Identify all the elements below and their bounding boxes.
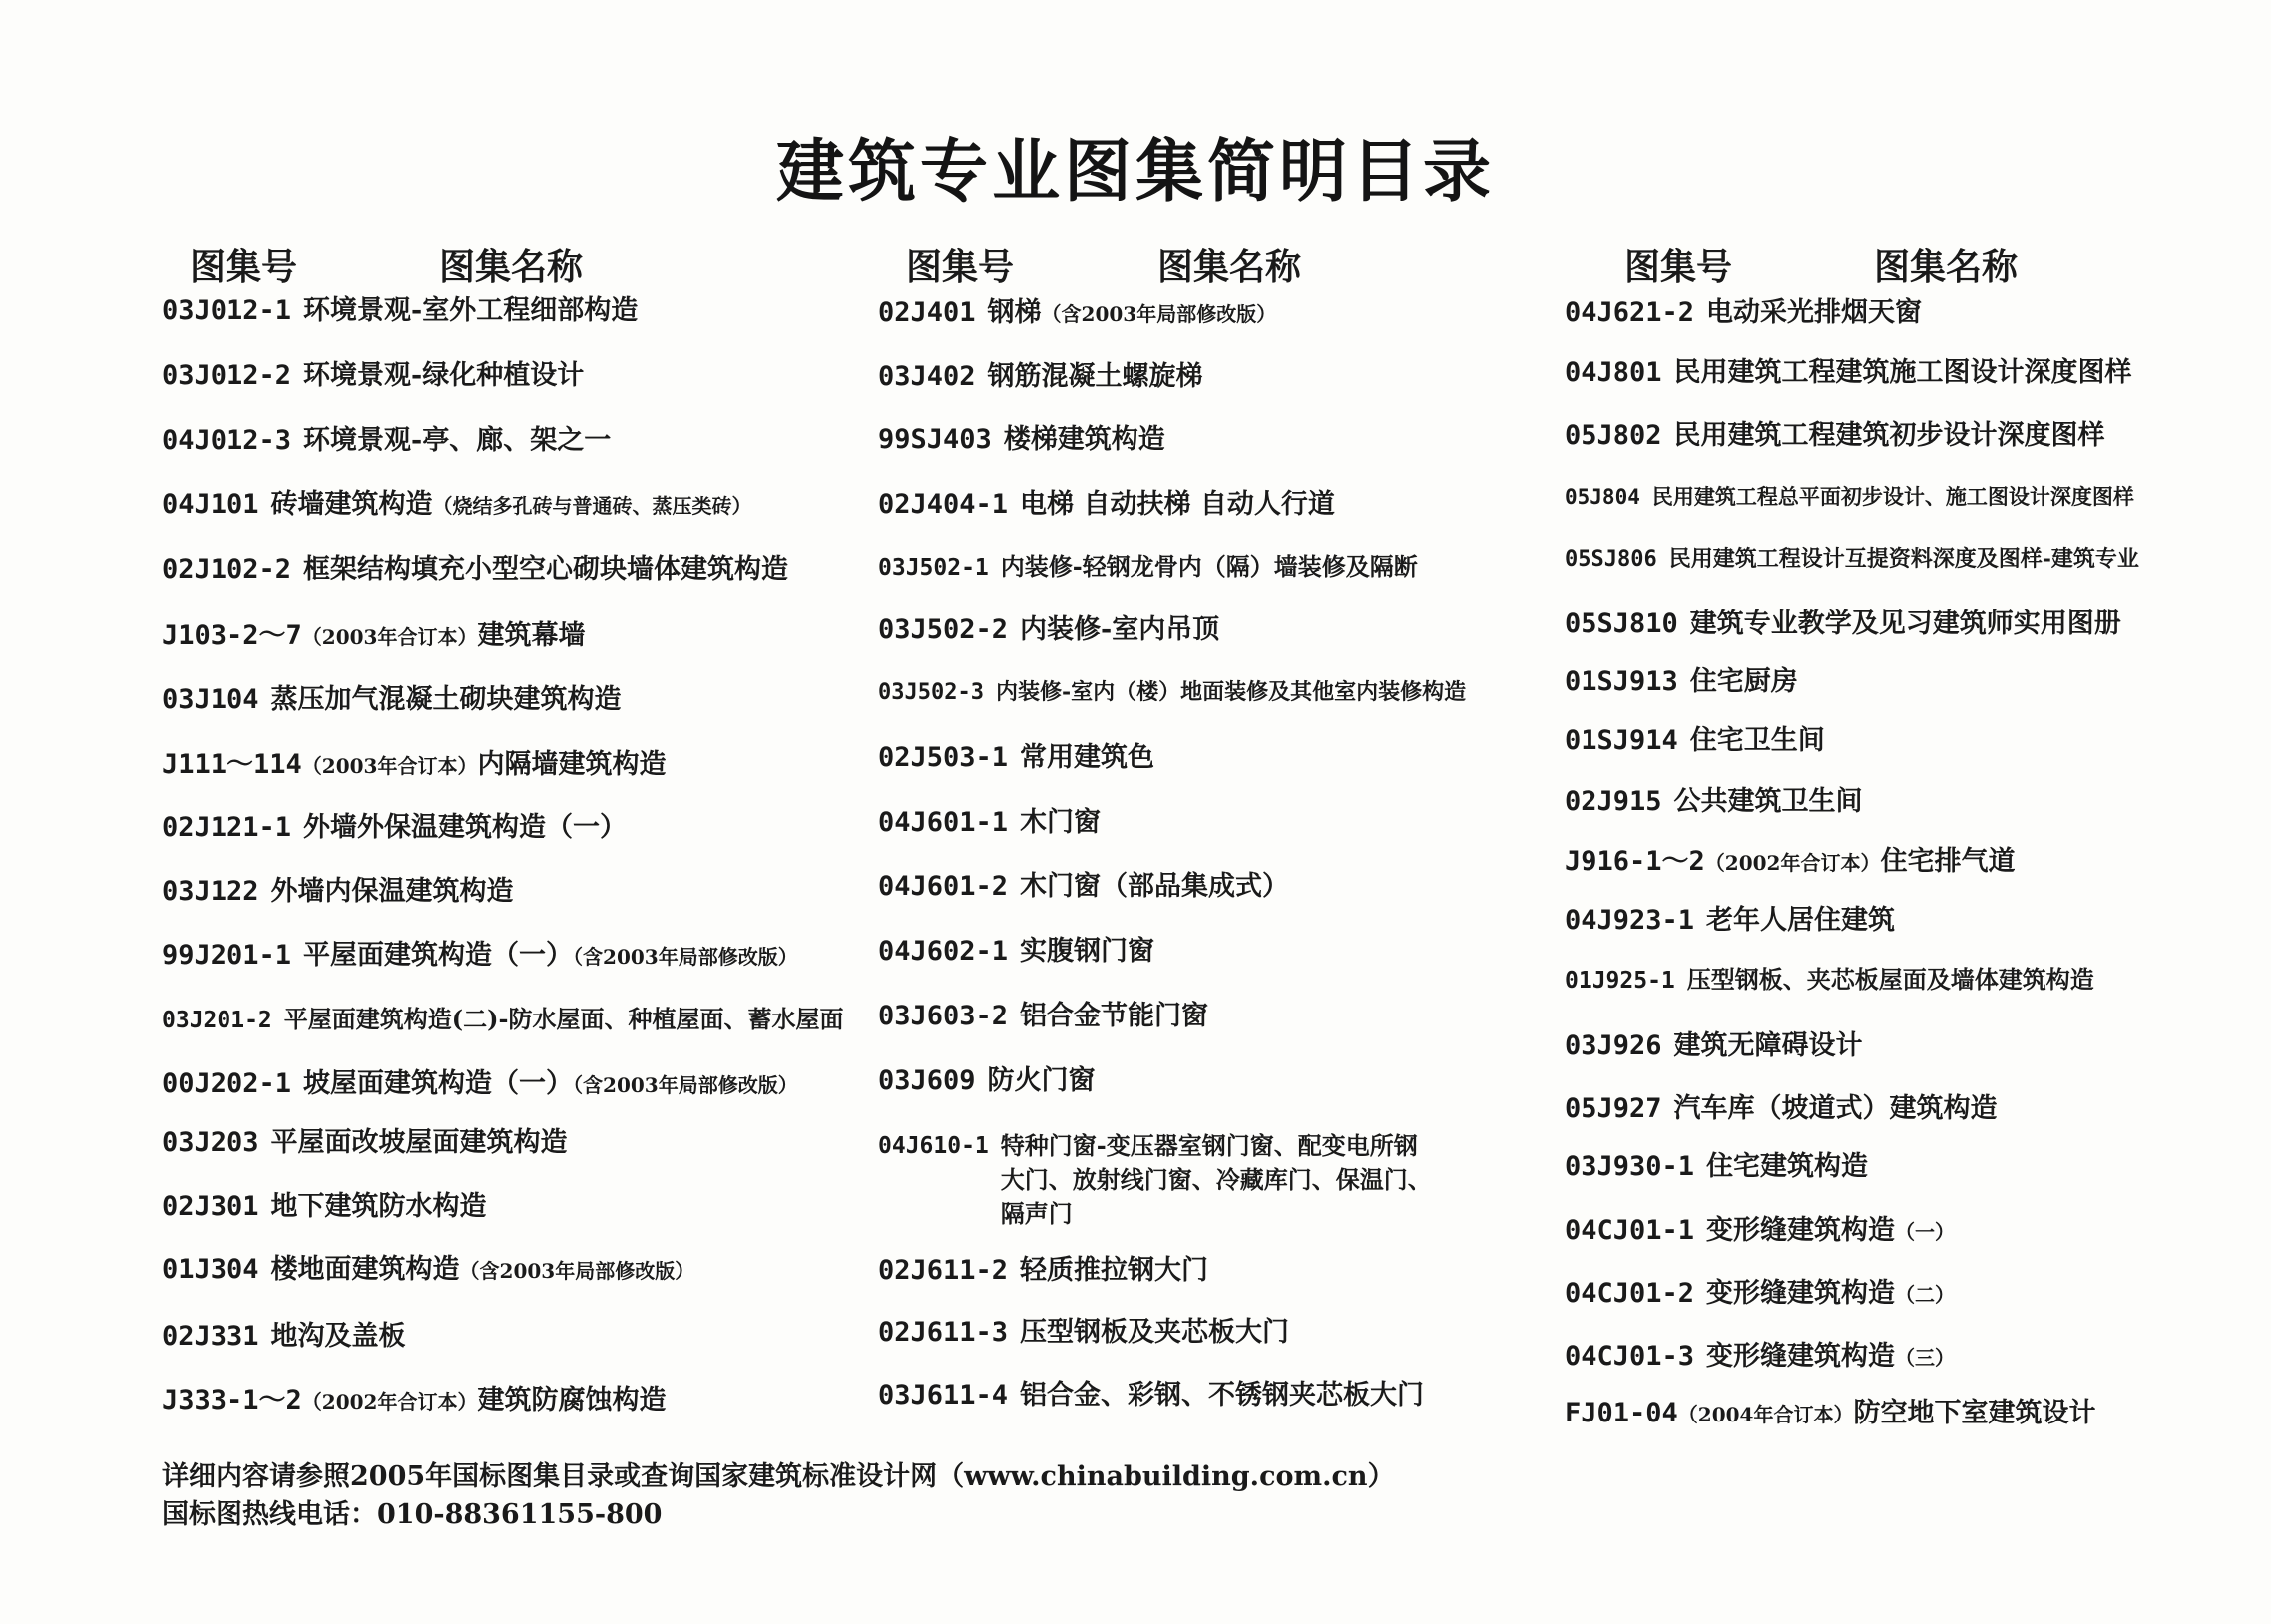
list-item: 01SJ913 住宅厨房 bbox=[1565, 666, 1798, 697]
header-code: 图集号 bbox=[1624, 246, 1733, 288]
list-item: 04J801 民用建筑工程建筑施工图设计深度图样 bbox=[1565, 357, 2132, 388]
list-item: 02J102-2 框架结构填充小型空心砌块墙体建筑构造 bbox=[162, 554, 789, 585]
header-code: 图集号 bbox=[190, 246, 298, 288]
list-item: J103-2～7（2003年合订本）建筑幕墙 bbox=[162, 620, 586, 651]
list-item: 03J012-2 环境景观-绿化种植设计 bbox=[162, 360, 585, 391]
list-item: 04CJ01-1 变形缝建筑构造（一） bbox=[1565, 1215, 1956, 1246]
list-item: 01J304 楼地面建筑构造（含2003年局部修改版） bbox=[162, 1254, 695, 1285]
page-title: 建筑专业图集简明目录 bbox=[775, 132, 1495, 211]
list-item: 02J121-1 外墙外保温建筑构造（一） bbox=[162, 812, 628, 843]
list-item: 03J201-2 平屋面建筑构造(二)-防水屋面、种植屋面、蓄水屋面 bbox=[162, 1005, 844, 1033]
list-item: 03J611-4 铝合金、彩钢、不锈钢夹芯板大门 bbox=[878, 1380, 1425, 1411]
list-item: 03J122 外墙内保温建筑构造 bbox=[162, 876, 514, 907]
list-item: 03J012-1 环境景观-室外工程细部构造 bbox=[162, 295, 639, 326]
list-item: 02J331 地沟及盖板 bbox=[162, 1321, 406, 1352]
list-item: 02J404-1 电梯 自动扶梯 自动人行道 bbox=[878, 489, 1335, 520]
list-item: 03J104 蒸压加气混凝土砌块建筑构造 bbox=[162, 684, 622, 715]
list-item: 03J203 平屋面改坡屋面建筑构造 bbox=[162, 1127, 568, 1158]
list-item: 02J401 钢梯（含2003年局部修改版） bbox=[878, 297, 1277, 328]
list-item: 05SJ806 民用建筑工程设计互提资料深度及图样-建筑专业 bbox=[1565, 546, 2139, 572]
list-item: 03J926 建筑无障碍设计 bbox=[1565, 1030, 1863, 1061]
list-item: 99SJ403 楼梯建筑构造 bbox=[878, 424, 1165, 455]
list-item: 03J502-1 内装修-轻钢龙骨内（隔）墙装修及隔断 bbox=[878, 552, 1418, 581]
list-item: 04CJ01-3 变形缝建筑构造（三） bbox=[1565, 1341, 1956, 1372]
header-name: 图集名称 bbox=[1157, 246, 1302, 288]
list-item: 01SJ914 住宅卫生间 bbox=[1565, 725, 1825, 756]
list-item: J333-1～2（2002年合订本）建筑防腐蚀构造 bbox=[162, 1385, 667, 1416]
list-item: 05J802 民用建筑工程建筑初步设计深度图样 bbox=[1565, 420, 2105, 451]
header-name: 图集名称 bbox=[1874, 246, 2019, 288]
list-item: 04J101 砖墙建筑构造（烧结多孔砖与普通砖、蒸压类砖） bbox=[162, 489, 752, 520]
footer-reference: 详细内容请参照2005年国标图集目录或查询国家建筑标准设计网（www.chinabuilding.com.cn） bbox=[162, 1461, 1395, 1492]
list-item: 04J601-2 木门窗（部品集成式） bbox=[878, 871, 1290, 902]
list-item: 05J927 汽车库（坡道式）建筑构造 bbox=[1565, 1093, 1998, 1124]
list-item: 04J610-1 特种门窗-变压器室钢门窗、配变电所钢 大门、放射线门窗、冷藏库门、保温门、 隔声门 bbox=[878, 1131, 1432, 1228]
list-item: 04J012-3 环境景观-亭、廊、架之一 bbox=[162, 425, 612, 456]
list-item: 04J601-1 木门窗 bbox=[878, 807, 1102, 838]
list-item: 02J611-3 压型钢板及夹芯板大门 bbox=[878, 1317, 1290, 1348]
list-item: 05SJ810 建筑专业教学及见习建筑师实用图册 bbox=[1565, 609, 2121, 639]
list-item: 02J503-1 常用建筑色 bbox=[878, 742, 1155, 773]
list-item: 99J201-1 平屋面建筑构造（一）（含2003年局部修改版） bbox=[162, 940, 798, 971]
list-item: 03J930-1 住宅建筑构造 bbox=[1565, 1151, 1869, 1182]
list-item: 04J602-1 实腹钢门窗 bbox=[878, 936, 1155, 967]
list-item: 03J502-2 内装修-室内吊顶 bbox=[878, 614, 1220, 645]
list-item: J916-1～2（2002年合订本）住宅排气道 bbox=[1565, 846, 2016, 877]
header-code: 图集号 bbox=[906, 246, 1015, 288]
list-item: 03J402 钢筋混凝土螺旋梯 bbox=[878, 361, 1203, 392]
footer-hotline: 国标图热线电话：010-88361155-800 bbox=[162, 1499, 663, 1530]
list-item: 02J611-2 轻质推拉钢大门 bbox=[878, 1255, 1209, 1286]
list-item: FJ01-04（2004年合订本）防空地下室建筑设计 bbox=[1565, 1398, 2096, 1428]
list-item: 05J804 民用建筑工程总平面初步设计、施工图设计深度图样 bbox=[1565, 484, 2134, 509]
list-item: 04J621-2 电动采光排烟天窗 bbox=[1565, 297, 1923, 328]
list-item: 03J609 防火门窗 bbox=[878, 1065, 1096, 1096]
list-item: 03J502-3 内装修-室内（楼）地面装修及其他室内装修构造 bbox=[878, 679, 1467, 705]
list-item: 04J923-1 老年人居住建筑 bbox=[1565, 905, 1896, 936]
list-item: 03J603-2 铝合金节能门窗 bbox=[878, 1001, 1209, 1031]
list-item: 02J301 地下建筑防水构造 bbox=[162, 1191, 487, 1222]
list-item: 00J202-1 坡屋面建筑构造（一）（含2003年局部修改版） bbox=[162, 1068, 798, 1099]
footer-note bbox=[162, 1458, 1395, 1534]
header-name: 图集名称 bbox=[439, 246, 584, 288]
list-item: J111～114（2003年合订本）内隔墙建筑构造 bbox=[162, 749, 667, 780]
list-item: 01J925-1 压型钢板、夹芯板屋面及墙体建筑构造 bbox=[1565, 965, 2094, 994]
list-item: 04CJ01-2 变形缝建筑构造（二） bbox=[1565, 1278, 1956, 1309]
list-item: 02J915 公共建筑卫生间 bbox=[1565, 786, 1863, 817]
